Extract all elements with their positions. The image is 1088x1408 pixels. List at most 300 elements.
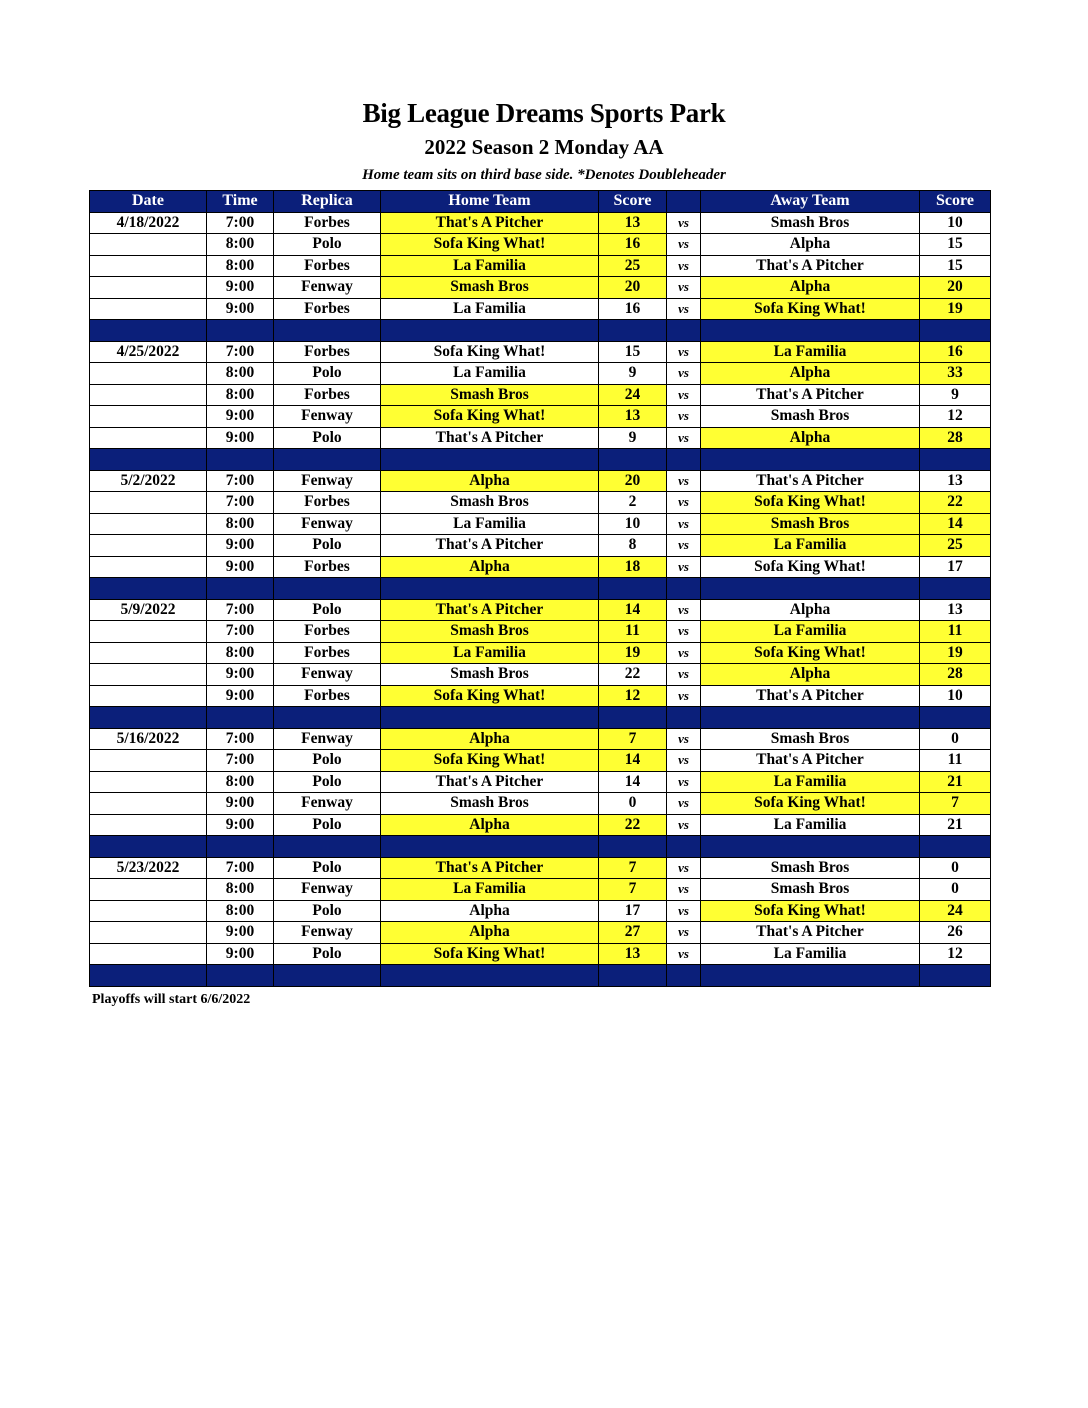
game-date	[90, 642, 207, 664]
game-field: Fenway	[274, 793, 381, 815]
home-team: Sofa King What!	[381, 406, 599, 428]
game-time: 7:00	[207, 621, 274, 643]
away-score: 20	[920, 277, 991, 299]
table-row	[90, 685, 991, 707]
game-field: Forbes	[274, 384, 381, 406]
away-score: 15	[920, 234, 991, 256]
separator-cell	[274, 836, 381, 858]
away-team: Alpha	[701, 363, 920, 385]
vs-label: vs	[667, 535, 701, 557]
table-row	[90, 384, 991, 406]
game-date	[90, 513, 207, 535]
away-score: 0	[920, 879, 991, 901]
game-time: 7:00	[207, 857, 274, 879]
home-score: 2	[599, 492, 667, 514]
separator-cell	[274, 578, 381, 600]
away-team: Sofa King What!	[701, 900, 920, 922]
away-team: That's A Pitcher	[701, 384, 920, 406]
away-score: 13	[920, 599, 991, 621]
vs-label: vs	[667, 255, 701, 277]
home-score: 7	[599, 728, 667, 750]
away-score: 11	[920, 621, 991, 643]
home-team: Alpha	[381, 900, 599, 922]
vs-label: vs	[667, 406, 701, 428]
away-score: 11	[920, 750, 991, 772]
separator-cell	[667, 578, 701, 600]
vs-label: vs	[667, 943, 701, 965]
away-score: 10	[920, 212, 991, 234]
separator-cell	[667, 836, 701, 858]
game-field: Polo	[274, 943, 381, 965]
game-date	[90, 900, 207, 922]
game-field: Polo	[274, 900, 381, 922]
game-field: Polo	[274, 535, 381, 557]
away-score: 22	[920, 492, 991, 514]
away-score: 0	[920, 728, 991, 750]
game-time: 7:00	[207, 212, 274, 234]
game-date	[90, 556, 207, 578]
table-row	[90, 879, 991, 901]
table-row	[90, 642, 991, 664]
separator-cell	[274, 965, 381, 987]
away-score: 25	[920, 535, 991, 557]
game-time: 8:00	[207, 363, 274, 385]
home-score: 20	[599, 470, 667, 492]
separator-cell	[381, 578, 599, 600]
game-time: 7:00	[207, 750, 274, 772]
game-time: 7:00	[207, 599, 274, 621]
separator-cell	[920, 707, 991, 729]
away-team: La Familia	[701, 814, 920, 836]
separator-cell	[920, 449, 991, 471]
home-team: La Familia	[381, 879, 599, 901]
home-score: 27	[599, 922, 667, 944]
home-score: 14	[599, 750, 667, 772]
table-row	[90, 814, 991, 836]
home-team: That's A Pitcher	[381, 771, 599, 793]
separator-cell	[920, 320, 991, 342]
game-date	[90, 406, 207, 428]
home-team: That's A Pitcher	[381, 535, 599, 557]
separator-cell	[599, 707, 667, 729]
week-separator-row	[90, 578, 991, 600]
game-time: 7:00	[207, 728, 274, 750]
game-date	[90, 750, 207, 772]
home-score: 24	[599, 384, 667, 406]
vs-label: vs	[667, 599, 701, 621]
separator-cell	[90, 707, 207, 729]
away-team: Smash Bros	[701, 879, 920, 901]
separator-cell	[599, 836, 667, 858]
away-team: La Familia	[701, 943, 920, 965]
home-score: 25	[599, 255, 667, 277]
vs-label: vs	[667, 814, 701, 836]
table-row	[90, 255, 991, 277]
table-row	[90, 943, 991, 965]
game-date	[90, 621, 207, 643]
game-field: Forbes	[274, 556, 381, 578]
separator-cell	[381, 320, 599, 342]
game-field: Fenway	[274, 922, 381, 944]
separator-cell	[701, 578, 920, 600]
game-date	[90, 922, 207, 944]
vs-label: vs	[667, 664, 701, 686]
game-date: 5/16/2022	[90, 728, 207, 750]
vs-label: vs	[667, 212, 701, 234]
away-team: Sofa King What!	[701, 298, 920, 320]
table-row	[90, 363, 991, 385]
column-header-away-score: Score	[920, 191, 991, 213]
away-team: La Familia	[701, 771, 920, 793]
separator-cell	[701, 965, 920, 987]
away-team: Alpha	[701, 277, 920, 299]
game-time: 8:00	[207, 900, 274, 922]
table-row	[90, 298, 991, 320]
home-team: La Familia	[381, 298, 599, 320]
separator-cell	[667, 965, 701, 987]
schedule-table	[89, 190, 991, 987]
home-score: 12	[599, 685, 667, 707]
game-date: 4/18/2022	[90, 212, 207, 234]
separator-cell	[207, 707, 274, 729]
away-score: 21	[920, 814, 991, 836]
home-team: Sofa King What!	[381, 234, 599, 256]
away-score: 16	[920, 341, 991, 363]
home-score: 7	[599, 857, 667, 879]
week-separator-row	[90, 707, 991, 729]
separator-cell	[90, 578, 207, 600]
home-score: 15	[599, 341, 667, 363]
away-score: 21	[920, 771, 991, 793]
game-field: Forbes	[274, 621, 381, 643]
table-row	[90, 900, 991, 922]
game-field: Polo	[274, 599, 381, 621]
home-score: 13	[599, 943, 667, 965]
separator-cell	[599, 449, 667, 471]
separator-cell	[207, 836, 274, 858]
home-score: 9	[599, 363, 667, 385]
away-team: Smash Bros	[701, 513, 920, 535]
game-time: 9:00	[207, 943, 274, 965]
game-field: Polo	[274, 363, 381, 385]
home-score: 22	[599, 664, 667, 686]
game-date	[90, 234, 207, 256]
game-field: Polo	[274, 427, 381, 449]
game-field: Fenway	[274, 664, 381, 686]
game-time: 8:00	[207, 771, 274, 793]
home-team: Sofa King What!	[381, 750, 599, 772]
game-date	[90, 255, 207, 277]
vs-label: vs	[667, 879, 701, 901]
game-time: 9:00	[207, 664, 274, 686]
away-score: 12	[920, 406, 991, 428]
table-row	[90, 535, 991, 557]
vs-label: vs	[667, 427, 701, 449]
away-team: That's A Pitcher	[701, 922, 920, 944]
vs-label: vs	[667, 728, 701, 750]
table-row	[90, 750, 991, 772]
away-score: 10	[920, 685, 991, 707]
table-row	[90, 470, 991, 492]
game-time: 9:00	[207, 922, 274, 944]
table-row	[90, 513, 991, 535]
away-team: Alpha	[701, 664, 920, 686]
week-separator-row	[90, 320, 991, 342]
home-team: Alpha	[381, 556, 599, 578]
away-score: 26	[920, 922, 991, 944]
separator-cell	[701, 320, 920, 342]
away-team: Smash Bros	[701, 728, 920, 750]
vs-label: vs	[667, 341, 701, 363]
column-header-date: Date	[90, 191, 207, 213]
table-row	[90, 492, 991, 514]
away-score: 33	[920, 363, 991, 385]
game-time: 7:00	[207, 341, 274, 363]
away-team: Smash Bros	[701, 406, 920, 428]
vs-label: vs	[667, 470, 701, 492]
game-time: 9:00	[207, 298, 274, 320]
home-team: Sofa King What!	[381, 341, 599, 363]
home-score: 8	[599, 535, 667, 557]
game-field: Fenway	[274, 513, 381, 535]
separator-cell	[599, 320, 667, 342]
away-team: That's A Pitcher	[701, 255, 920, 277]
game-field: Fenway	[274, 728, 381, 750]
separator-cell	[920, 965, 991, 987]
home-team: That's A Pitcher	[381, 599, 599, 621]
separator-cell	[381, 449, 599, 471]
home-score: 20	[599, 277, 667, 299]
away-team: Sofa King What!	[701, 793, 920, 815]
game-date	[90, 427, 207, 449]
vs-label: vs	[667, 771, 701, 793]
away-team: Smash Bros	[701, 212, 920, 234]
vs-label: vs	[667, 363, 701, 385]
column-header-home-team: Home Team	[381, 191, 599, 213]
game-field: Fenway	[274, 277, 381, 299]
game-field: Fenway	[274, 470, 381, 492]
vs-label: vs	[667, 685, 701, 707]
home-team: Alpha	[381, 922, 599, 944]
game-time: 9:00	[207, 277, 274, 299]
home-team: Sofa King What!	[381, 685, 599, 707]
home-team: La Familia	[381, 363, 599, 385]
separator-cell	[667, 320, 701, 342]
game-field: Forbes	[274, 685, 381, 707]
game-date: 5/23/2022	[90, 857, 207, 879]
vs-label: vs	[667, 900, 701, 922]
table-row	[90, 212, 991, 234]
vs-label: vs	[667, 922, 701, 944]
game-time: 8:00	[207, 384, 274, 406]
home-team: La Familia	[381, 255, 599, 277]
vs-label: vs	[667, 277, 701, 299]
away-team: La Familia	[701, 341, 920, 363]
home-score: 0	[599, 793, 667, 815]
separator-cell	[701, 707, 920, 729]
home-team: Smash Bros	[381, 277, 599, 299]
separator-cell	[274, 320, 381, 342]
separator-cell	[274, 707, 381, 729]
game-date	[90, 771, 207, 793]
game-date	[90, 384, 207, 406]
page-title: Big League Dreams Sports Park	[362, 98, 726, 128]
separator-cell	[667, 707, 701, 729]
table-row	[90, 793, 991, 815]
game-time: 7:00	[207, 470, 274, 492]
separator-cell	[207, 320, 274, 342]
away-team: Smash Bros	[701, 857, 920, 879]
home-team: That's A Pitcher	[381, 427, 599, 449]
game-field: Forbes	[274, 212, 381, 234]
away-score: 12	[920, 943, 991, 965]
game-date	[90, 879, 207, 901]
game-date	[90, 492, 207, 514]
game-time: 9:00	[207, 406, 274, 428]
vs-label: vs	[667, 750, 701, 772]
away-team: That's A Pitcher	[701, 470, 920, 492]
game-field: Polo	[274, 750, 381, 772]
table-row	[90, 599, 991, 621]
table-row	[90, 234, 991, 256]
away-team: That's A Pitcher	[701, 685, 920, 707]
vs-label: vs	[667, 793, 701, 815]
separator-cell	[667, 449, 701, 471]
page-subtitle: 2022 Season 2 Monday AA	[424, 135, 664, 159]
game-time: 8:00	[207, 642, 274, 664]
week-separator-row	[90, 449, 991, 471]
table-row	[90, 857, 991, 879]
playoffs-note: Playoffs will start 6/6/2022	[92, 992, 251, 1007]
game-field: Fenway	[274, 879, 381, 901]
game-time: 8:00	[207, 255, 274, 277]
column-header-replica: Replica	[274, 191, 381, 213]
game-date	[90, 277, 207, 299]
home-score: 9	[599, 427, 667, 449]
home-score: 22	[599, 814, 667, 836]
home-team: Smash Bros	[381, 492, 599, 514]
game-field: Polo	[274, 814, 381, 836]
separator-cell	[381, 707, 599, 729]
home-team: That's A Pitcher	[381, 857, 599, 879]
game-field: Forbes	[274, 255, 381, 277]
vs-label: vs	[667, 384, 701, 406]
table-row	[90, 277, 991, 299]
away-score: 0	[920, 857, 991, 879]
separator-cell	[90, 965, 207, 987]
home-team: Alpha	[381, 470, 599, 492]
game-date: 4/25/2022	[90, 341, 207, 363]
away-team: Sofa King What!	[701, 492, 920, 514]
away-score: 28	[920, 664, 991, 686]
game-date	[90, 814, 207, 836]
separator-cell	[920, 578, 991, 600]
vs-label: vs	[667, 492, 701, 514]
home-score: 18	[599, 556, 667, 578]
away-team: That's A Pitcher	[701, 750, 920, 772]
separator-cell	[599, 965, 667, 987]
column-header-time: Time	[207, 191, 274, 213]
home-team: Alpha	[381, 728, 599, 750]
away-team: Alpha	[701, 599, 920, 621]
table-row	[90, 341, 991, 363]
game-time: 9:00	[207, 793, 274, 815]
table-header-row	[90, 191, 991, 213]
game-time: 8:00	[207, 513, 274, 535]
game-date	[90, 298, 207, 320]
away-score: 7	[920, 793, 991, 815]
away-team: Alpha	[701, 427, 920, 449]
separator-cell	[381, 965, 599, 987]
away-team: La Familia	[701, 621, 920, 643]
vs-label: vs	[667, 621, 701, 643]
game-date: 5/2/2022	[90, 470, 207, 492]
game-date	[90, 535, 207, 557]
home-team: Sofa King What!	[381, 943, 599, 965]
schedule-body	[90, 212, 991, 986]
game-date	[90, 685, 207, 707]
game-time: 9:00	[207, 685, 274, 707]
vs-label: vs	[667, 857, 701, 879]
column-header-away-team: Away Team	[701, 191, 920, 213]
game-date: 5/9/2022	[90, 599, 207, 621]
column-header-vs	[667, 191, 701, 213]
week-separator-row	[90, 965, 991, 987]
table-row	[90, 621, 991, 643]
home-score: 14	[599, 771, 667, 793]
away-team: Sofa King What!	[701, 642, 920, 664]
vs-label: vs	[667, 642, 701, 664]
separator-cell	[207, 449, 274, 471]
week-separator-row	[90, 836, 991, 858]
table-row	[90, 664, 991, 686]
separator-cell	[920, 836, 991, 858]
game-date	[90, 363, 207, 385]
separator-cell	[274, 449, 381, 471]
game-date	[90, 664, 207, 686]
column-header-home-score: Score	[599, 191, 667, 213]
game-field: Polo	[274, 857, 381, 879]
away-score: 13	[920, 470, 991, 492]
separator-cell	[381, 836, 599, 858]
separator-cell	[207, 578, 274, 600]
home-score: 11	[599, 621, 667, 643]
away-score: 28	[920, 427, 991, 449]
vs-label: vs	[667, 298, 701, 320]
home-score: 10	[599, 513, 667, 535]
home-team: Smash Bros	[381, 664, 599, 686]
home-team: That's A Pitcher	[381, 212, 599, 234]
separator-cell	[90, 449, 207, 471]
game-field: Fenway	[274, 406, 381, 428]
away-score: 19	[920, 298, 991, 320]
table-row	[90, 556, 991, 578]
home-score: 13	[599, 406, 667, 428]
game-time: 9:00	[207, 814, 274, 836]
away-score: 15	[920, 255, 991, 277]
home-team: La Familia	[381, 513, 599, 535]
vs-label: vs	[667, 513, 701, 535]
game-time: 9:00	[207, 556, 274, 578]
home-team-note: Home team sits on third base side. *Denotes Doubleheader	[362, 167, 726, 183]
away-team: Sofa King What!	[701, 556, 920, 578]
game-time: 8:00	[207, 879, 274, 901]
away-score: 24	[920, 900, 991, 922]
home-team: Smash Bros	[381, 621, 599, 643]
game-field: Polo	[274, 234, 381, 256]
home-team: Alpha	[381, 814, 599, 836]
separator-cell	[701, 449, 920, 471]
